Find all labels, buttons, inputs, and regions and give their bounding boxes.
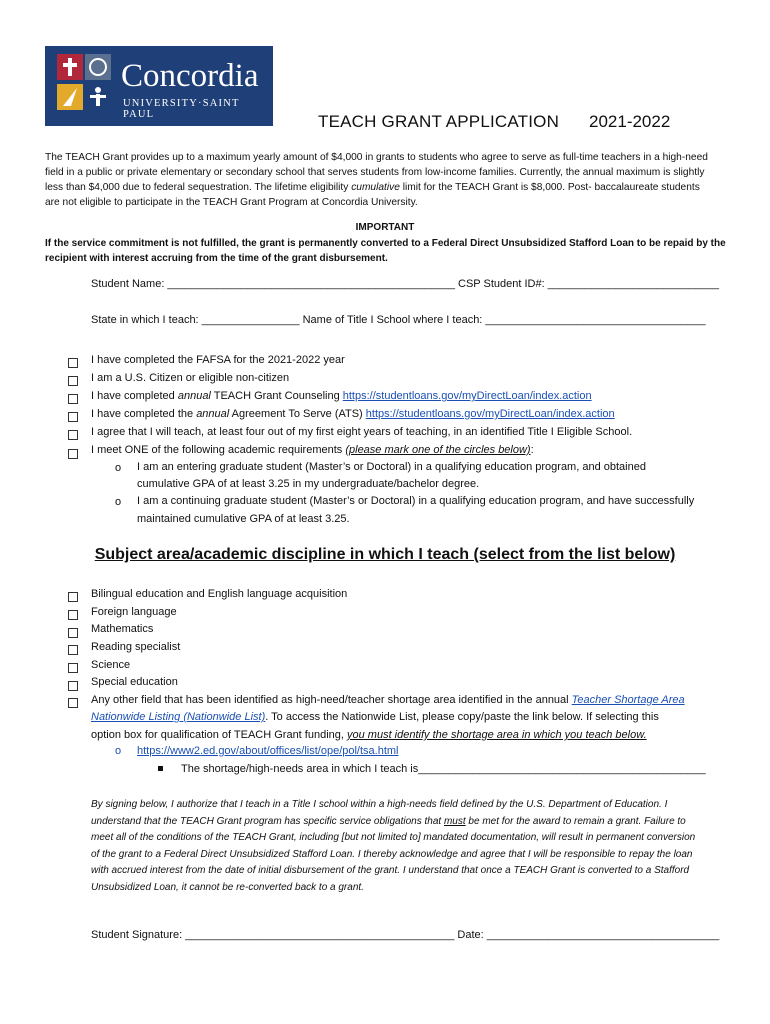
counseling-link[interactable]: https://studentloans.gov/myDirectLoan/index.action xyxy=(342,390,592,402)
other-field-line-3: option box for qualification of TEACH Grant funding, you must identify the shortage area in which you teach below. xyxy=(91,729,647,741)
page-title: TEACH GRANT APPLICATION xyxy=(318,112,560,131)
intro-line-3: less than $4,000 due to federal sequestration. The lifetime eligibility cumulative limit for the TEACH Grant is $8,000. Post- baccalaureate students xyxy=(45,182,700,193)
important-text: If the service commitment is not fulfilled, the grant is permanently converted to a Federal Direct Unsubsidized Stafford Loan to be repaid by the recipient with interest accruing from the time of the grant disbursement. xyxy=(45,238,726,264)
subject-checkbox[interactable] xyxy=(68,589,78,607)
other-field-checkbox[interactable] xyxy=(68,695,78,713)
important-heading: IMPORTANT xyxy=(355,222,415,233)
continuing-grad-line-1: I am a continuing graduate student (Master’s or Doctoral) in a qualifying education program, and have successfully xyxy=(137,495,695,507)
other-field-line-1: Any other field that has been identified as high-need/teacher shortage area identified in the annual Teacher Shortage Area xyxy=(91,694,685,706)
subject-label: Science xyxy=(91,659,131,671)
entering-grad-line-1: I am an entering graduate student (Master’s or Doctoral) in a qualifying education program, and obtained xyxy=(137,461,646,473)
declaration-paragraph: By signing below, I authorize that I teach in a Title I school within a high-needs field defined by the U.S. Department of Education. I understand that the TEACH Grant program has specific service obligations that must be met for the award to remain a grant. Failure to meet all of the conditions of the TEACH Grant, including [but not limited to] mandated documentation, will result in permanent conversion of the grant to a Federal Direct Unsubsidized Stafford Loan. I thereby acknowledge and agree that I will be responsible to repay the loan with accrued interest from the date of initial disbursement of the grant. I understand that once a TEACH Grant is converted to a Stafford Unsubsidized Loan, it cannot be re-converted back to a grant. xyxy=(91,799,696,893)
subject-label: Mathematics xyxy=(91,623,154,635)
other-field-line-2: Nationwide Listing (Nationwide List). To access the Nationwide List, please copy/paste the link below. If selecting this xyxy=(91,711,659,723)
intro-line-1: The TEACH Grant provides up to a maximum yearly amount of $4,000 in grants to students who agree to serve as full-time teachers in a high-need xyxy=(45,152,708,163)
citizen-label: I am a U.S. Citizen or eligible non-citizen xyxy=(91,372,290,384)
subject-checkbox[interactable] xyxy=(68,642,78,660)
tsa-bullet: o xyxy=(115,745,122,757)
logo-name: Concordia xyxy=(121,58,259,94)
quill-icon xyxy=(57,84,83,110)
subject-heading: Subject area/academic discipline in which I teach (select from the list below) xyxy=(94,546,676,563)
subject-label: Foreign language xyxy=(91,606,177,618)
concordia-logo xyxy=(45,46,273,126)
citizen-checkbox[interactable] xyxy=(68,373,78,391)
entering-grad-radio[interactable]: o xyxy=(115,462,122,474)
intro-line-2: field in a public or private elementary or secondary school that serves students from low-income families. Currently, the annual maximum is slightly xyxy=(45,167,705,178)
student-name-field[interactable]: Student Name: _______________________________________________ CSP Student ID#: ____________________________ xyxy=(91,278,719,290)
ats-label: I have completed the annual Agreement To Serve (ATS) https://studentloans.gov/myDirectLoan/index.action xyxy=(91,408,615,420)
academic-label: I meet ONE of the following academic requirements (please mark one of the circles below): xyxy=(91,444,534,456)
state-school-field[interactable]: State in which I teach: ________________ Name of Title I School where I teach: ____________________________________ xyxy=(91,314,706,326)
title-one-label: I agree that I will teach, at least four out of my first eight years of teaching, in an identified Title I Eligible School. xyxy=(91,426,633,438)
continuing-grad-line-2: maintained cumulative GPA of at least 3.25. xyxy=(137,513,350,525)
subject-label: Special education xyxy=(91,676,178,688)
tsa-list-link[interactable]: Teacher Shortage Area xyxy=(571,694,685,706)
tsa-url-link[interactable]: https://www2.ed.gov/about/offices/list/ope/pol/tsa.html xyxy=(137,745,399,757)
entering-grad-line-2: cumulative GPA of at least 3.25 in my undergraduate/bachelor degree. xyxy=(137,478,480,490)
subject-checkbox[interactable] xyxy=(68,625,78,643)
nationwide-list-link[interactable]: Nationwide Listing (Nationwide List) xyxy=(91,711,266,723)
ats-link[interactable]: https://studentloans.gov/myDirectLoan/index.action xyxy=(365,408,615,420)
subject-checkbox[interactable] xyxy=(68,678,78,696)
counseling-label: I have completed annual TEACH Grant Counseling https://studentloans.gov/myDirectLoan/index.action xyxy=(91,390,592,402)
continuing-grad-radio[interactable]: o xyxy=(115,496,122,508)
signature-date-field[interactable]: Student Signature: ____________________________________________ Date: ______________________________________ xyxy=(91,929,720,941)
title-one-checkbox[interactable] xyxy=(68,427,78,445)
shortage-area-field[interactable]: The shortage/high-needs area in which I teach is_______________________________________________ xyxy=(181,763,706,775)
fafsa-label: I have completed the FAFSA for the 2021-2022 year xyxy=(91,354,345,366)
cross-icon xyxy=(57,54,83,80)
logo-subtitle: UNIVERSITY·SAINT PAUL xyxy=(123,98,240,120)
award-year: 2021-2022 xyxy=(589,112,671,131)
fafsa-checkbox[interactable] xyxy=(68,355,78,373)
academic-checkbox[interactable] xyxy=(68,446,78,464)
intro-line-4: are not eligible to participate in the TEACH Grant Program at Concordia University. xyxy=(45,197,418,208)
subject-checkbox[interactable] xyxy=(68,607,78,625)
counseling-checkbox[interactable] xyxy=(68,391,78,409)
seal-icon xyxy=(85,54,111,80)
subject-label: Bilingual education and English language acquisition xyxy=(91,588,348,600)
subject-label: Reading specialist xyxy=(91,641,181,653)
person-icon xyxy=(85,84,111,110)
ats-checkbox[interactable] xyxy=(68,409,78,427)
square-bullet-icon xyxy=(158,766,163,771)
subject-checkbox[interactable] xyxy=(68,660,78,678)
intro-paragraph xyxy=(45,150,725,210)
